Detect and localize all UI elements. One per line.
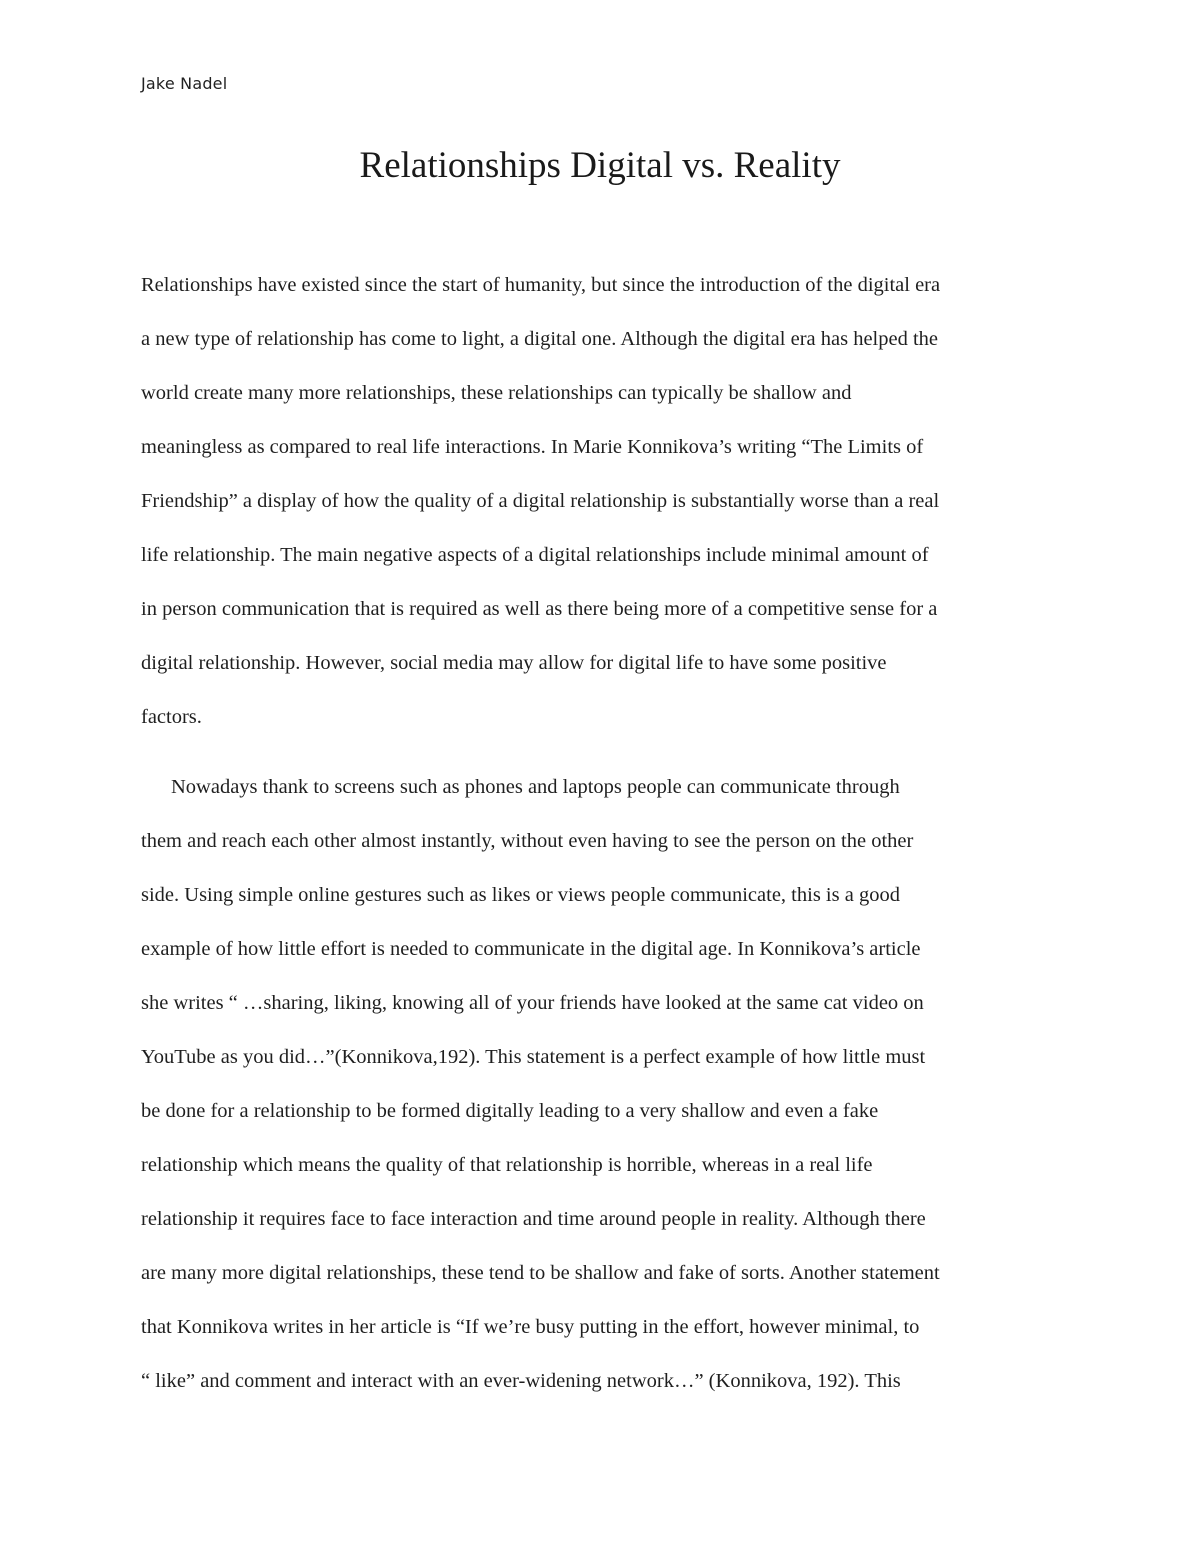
text-line: “ like” and comment and interact with an ever-widening network…” (Konnikova, 192). This bbox=[141, 1370, 901, 1392]
text-line: Friendship” a display of how the quality of a digital relationship is substantially worse than a real bbox=[141, 490, 940, 512]
text-line: life relationship. The main negative aspects of a digital relationships include minimal amount of bbox=[141, 544, 929, 566]
text-line: them and reach each other almost instantly, without even having to see the person on the other bbox=[141, 830, 914, 852]
text-line: meaningless as compared to real life interactions. In Marie Konnikova’s writing “The Limits of bbox=[141, 436, 924, 458]
text-line: she writes “ …sharing, liking, knowing all of your friends have looked at the same cat video on bbox=[141, 992, 924, 1014]
text-line: relationship it requires face to face interaction and time around people in reality. Although there bbox=[141, 1208, 926, 1230]
text-line: factors. bbox=[141, 706, 202, 728]
text-line: in person communication that is required as well as there being more of a competitive sense for a bbox=[141, 598, 938, 620]
text-line: that Konnikova writes in her article is “If we’re busy putting in the effort, however minimal, to bbox=[141, 1316, 920, 1338]
text-line: relationship which means the quality of that relationship is horrible, whereas in a real life bbox=[141, 1154, 873, 1176]
text-line: are many more digital relationships, these tend to be shallow and fake of sorts. Another statement bbox=[141, 1262, 940, 1284]
text-line: be done for a relationship to be formed digitally leading to a very shallow and even a fake bbox=[141, 1100, 879, 1122]
text-line: world create many more relationships, these relationships can typically be shallow and bbox=[141, 382, 852, 404]
text-line: YouTube as you did…”(Konnikova,192). This statement is a perfect example of how little must bbox=[141, 1046, 926, 1068]
text-line: Relationships have existed since the start of humanity, but since the introduction of the digital era bbox=[141, 274, 941, 296]
essay-title: Relationships Digital vs. Reality bbox=[359, 145, 841, 186]
text-line: a new type of relationship has come to light, a digital one. Although the digital era has helped the bbox=[141, 328, 939, 350]
text-line: digital relationship. However, social media may allow for digital life to have some positive bbox=[141, 652, 887, 674]
text-line: example of how little effort is needed to communicate in the digital age. In Konnikova’s article bbox=[141, 938, 921, 960]
text-line: Nowadays thank to screens such as phones and laptops people can communicate through bbox=[171, 776, 900, 798]
author-header: Jake Nadel bbox=[141, 74, 228, 93]
text-line: side. Using simple online gestures such as likes or views people communicate, this is a good bbox=[141, 884, 900, 906]
